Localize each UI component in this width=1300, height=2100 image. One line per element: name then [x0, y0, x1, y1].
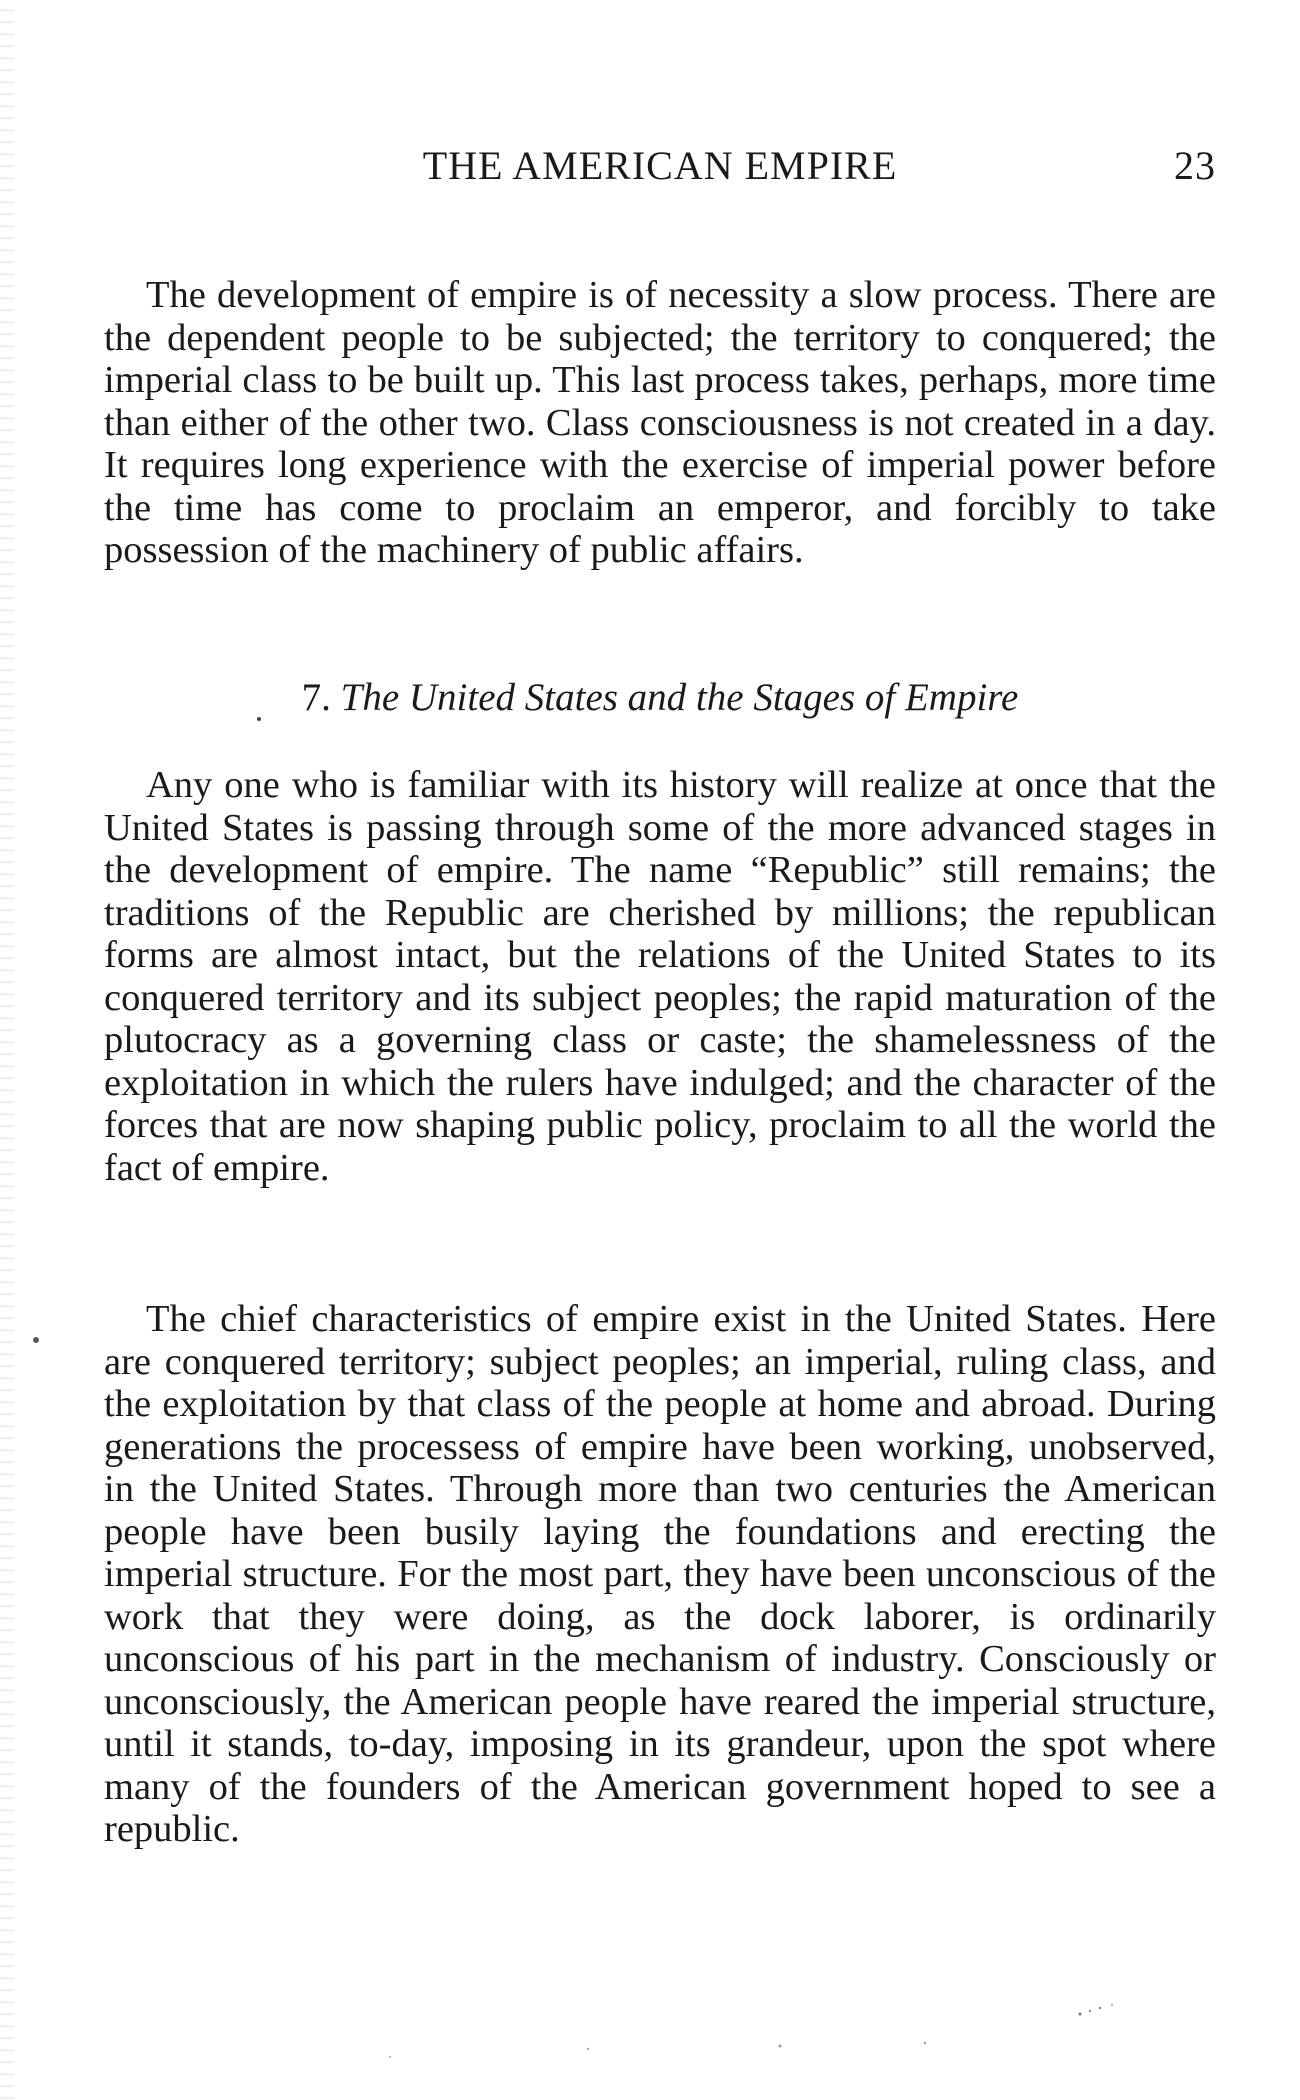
paragraph-development-of-empire: The development of empire is of necessity a slow process. There are the dependent people to be subjected; the territory to conquered; the imperial class to be built up. This last process takes, perhaps, more time than either of the other two. Class consciousness is not created in a day. It requires long experience with the exercise of imperial power before the time has come to proclaim an emperor, and forcibly to take possession of the machinery of public affairs.	[104, 274, 1216, 571]
scan-edge-shadow	[0, 0, 14, 2100]
body-text-block-1	[104, 274, 1216, 572]
paragraph-stages-of-empire: Any one who is familiar with its history will realize at once that the United States is passing through some of the more advanced stages in the development of empire. The name “Republic” still remains; the traditions of the Republic are cherished by millions; the republican forms are almost intact, but the relations of the United States to its conquered territory and its subject peoples; the rapid maturation of the plutocracy as a governing class or caste; the shamelessness of the exploitation in which the rulers have indulged; and the character of the forces that are now shaping public policy, proclaim to all the world the fact of empire.	[104, 764, 1216, 1189]
section-heading	[104, 675, 1216, 720]
running-head	[104, 142, 1216, 192]
body-text-block-3	[104, 1298, 1216, 1851]
body-text-block-2	[104, 764, 1216, 1189]
section-title: The United States and the Stages of Empire	[340, 676, 1019, 719]
paragraph-chief-characteristics: The chief characteristics of empire exist in the United States. Here are conquered territory; subject peoples; an imperial, ruling class, and the exploitation by that class of the people at home and abroad. During generations the processess of empire have been working, unobserved, in the United States. Through more than two centuries the American people have been busily laying the foundations and erecting the imperial structure. For the most part, they have been unconscious of the work that they were doing, as the dock laborer, is ordinarily unconscious of his part in the mechanism of industry. Consciously or unconsciously, the American people have reared the imperial structure, until it stands, to-day, imposing in its grandeur, upon the spot where many of the founders of the American government hoped to see a republic.	[104, 1298, 1216, 1850]
running-title: THE AMERICAN EMPIRE	[422, 143, 898, 188]
page-number: 23	[1174, 143, 1216, 188]
section-number: 7.	[301, 676, 331, 719]
